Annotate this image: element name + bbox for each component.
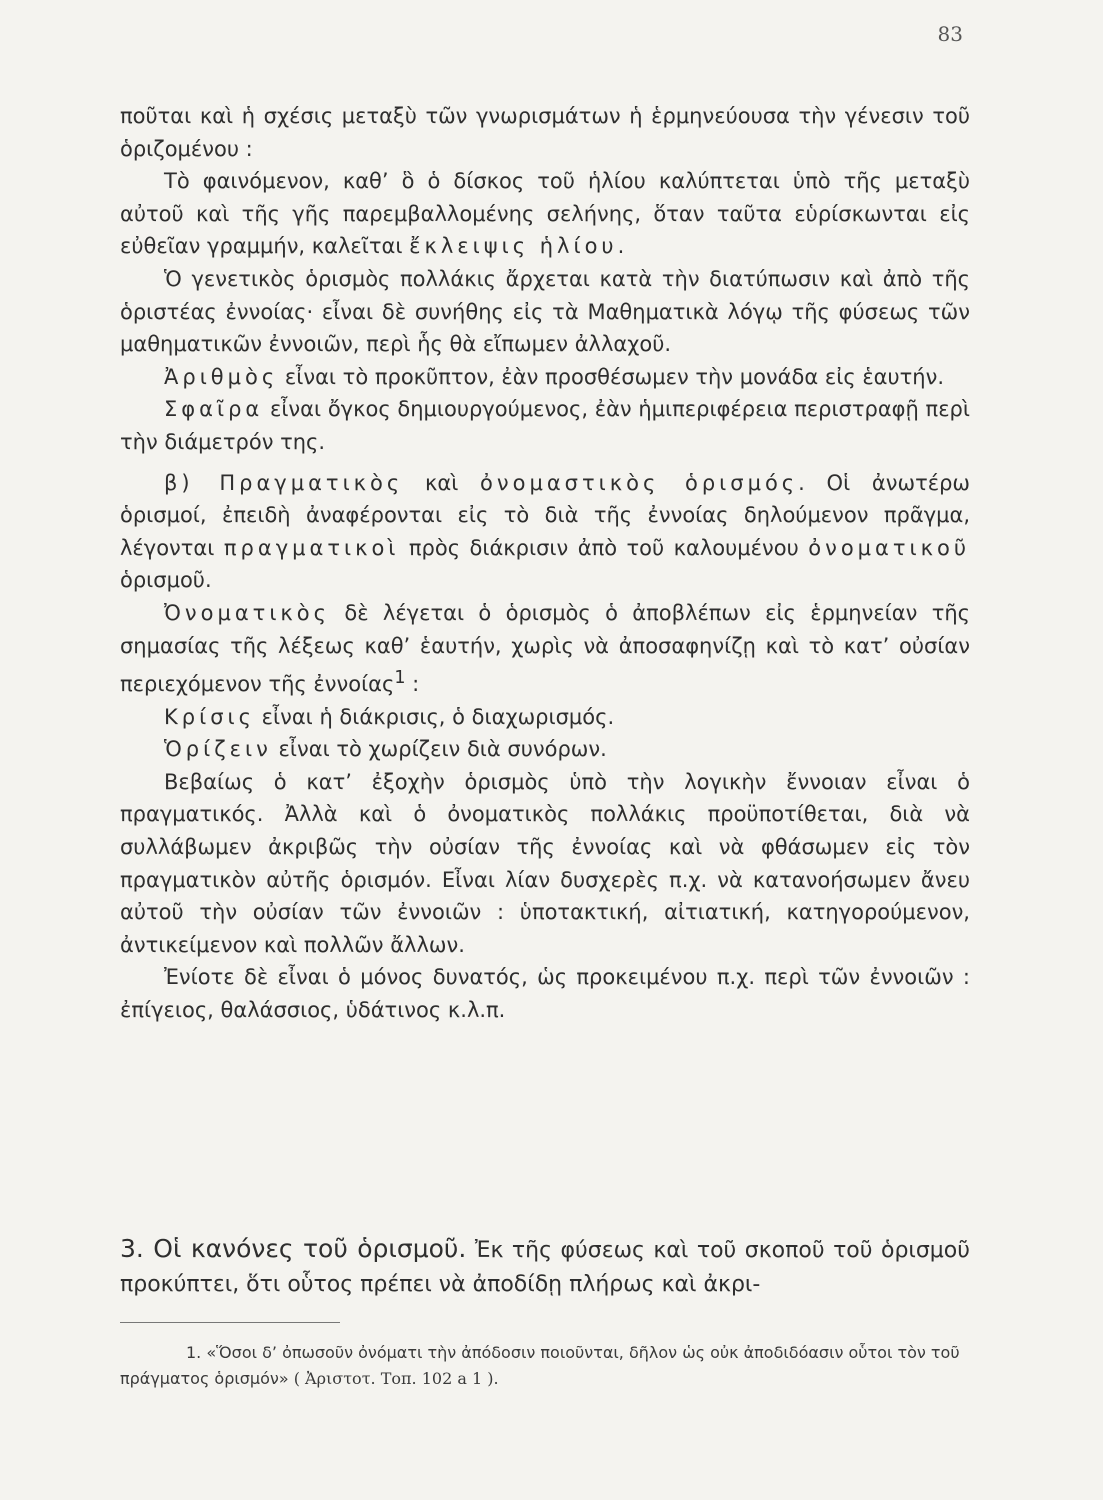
footnote-number: 1. [186,1343,202,1362]
paragraph [120,361,970,394]
paragraph [120,733,970,766]
defined-term: Σφαῖρα [164,397,264,422]
punctuation: : [405,672,420,697]
defined-term: ἔκλειψις ἡλίου [409,234,618,259]
paragraph-text: εἶναι τὸ προκῦπτον, ἐὰν προσθέσωμεν τὴν μονάδα εἰς ἑαυτήν. [284,364,945,389]
paragraph: Ἐνίοτε δὲ εἶναι ὁ μόνος δυνατός, ὡς προκειμένου π.χ. περὶ τῶν ἐννοιῶν : ἐπίγειος, θαλάσσιος, ὑδάτινος κ.λ.π. [120,965,970,1023]
defined-term: ὀνοματικοῦ [808,535,970,560]
defined-term: Ὁρίζειν [164,737,272,762]
defined-term: Κρίσις [164,704,255,729]
paragraph-text: καὶ [424,470,459,495]
section-heading [120,1232,970,1302]
paragraph-text: πρὸς διάκρισιν ἀπὸ τοῦ καλουμένου [408,535,799,560]
section-title: 3. Οἱ κανόνες τοῦ ὁρισμοῦ. [120,1234,467,1263]
paragraph-text: εἶναι ἡ διάκρισις, ὁ διαχωρισμός. [261,704,615,729]
paragraph [120,701,970,734]
paragraph: Ὁ γενετικὸς ὁρισμὸς πολλάκις ἄρχεται κατὰ τὴν διατύπωσιν καὶ ἀπὸ τῆς ὁριστέας ἐννοίας· εἶναι δὲ συνήθης εἰς τὰ Μαθηματικὰ λόγῳ τῆς φύσεως τῶν μαθηματικῶν ἐννοιῶν, περὶ ἧς θὰ εἴπωμεν ἀλλαχοῦ. [120,266,970,357]
paragraph-text: ὁρισμοῦ. [120,568,212,593]
defined-term: Ὀνοματικὸς [164,600,330,625]
paragraph: Βεβαίως ὁ κατ’ ἐξοχὴν ὁρισμὸς ὑπὸ τὴν λογικὴν ἔννοιαν εἶναι ὁ πραγματικός. Ἀλλὰ καὶ ὁ ὀνοματικὸς πολλάκις προϋποτίθεται, διὰ νὰ συλλάβωμεν ἀκριβῶς τὴν οὐσίαν τῆς ἐννοίας καὶ νὰ φθάσωμεν εἰς τὸν πραγματικὸν αὐτῆς ὁρισμόν. Εἶναι λίαν δυσχερὲς π.χ. νὰ κατανοήσωμεν ἄνευ αὐτοῦ τὴν οὐσίαν τῶν ἐννοιῶν : ὑποτακτική, αἰτιατική, κατηγορούμενον, ἀντικείμενον καὶ πολλῶν ἄλλων. [120,769,970,957]
paragraph-text: δὲ λέγεται ὁ ὁρισμὸς ὁ ἀποβλέπων εἰς ἑρμηνείαν τῆς σημασίας τῆς λέξεως καθ’ ἑαυτήν, χωρὶς νὰ ἀποσαφηνίζῃ καὶ τὸ κατ’ οὐσίαν περιεχόμενον τῆς ἐννοίας [120,600,970,697]
paragraph: ποῦται καὶ ἡ σχέσις μεταξὺ τῶν γνωρισμάτων ἡ ἑρμηνεύουσα τὴν γένεσιν τοῦ ὁριζομένου : [120,104,970,161]
page-number: 83 [937,22,963,46]
paragraph [120,597,970,701]
footnote [120,1340,980,1392]
footnote-marker: 1 [394,668,406,689]
punctuation: . [617,234,625,259]
paragraph [120,393,970,458]
defined-term: Ἀριθμὸς [164,364,279,389]
footnote-divider [120,1322,340,1323]
subsection-title: ὀνομαστικὸς ὁρισμός [480,470,799,495]
paragraph-text: Τὸ φαινόμενον, καθ’ ὃ ὁ δίσκος τοῦ ἡλίου καλύπτεται ὑπὸ τῆς μεταξὺ αὐτοῦ καὶ τῆς γῆς παρεμβαλλομένης σελήνης, ὅταν ταῦτα εὑρίσκωνται εἰς εὐθεῖαν γραμμήν, καλεῖται [120,169,970,259]
paragraph-text: εἶναι τὸ χωρίζειν διὰ συνόρων. [278,737,607,762]
paragraph [120,165,970,263]
body-text [120,100,970,1027]
subsection-title: β) Πραγματικὸς [164,470,404,495]
section-text: Ἐκ τῆς φύσεως καὶ τοῦ σκοποῦ τοῦ ὁρισμοῦ προκύπτει, ὅτι οὗτος πρέπει νὰ ἀποδίδῃ πλήρως καὶ ἀκρι- [120,1238,970,1297]
footnote-reference: ( Ἀριστοτ. Τοπ. 102 a 1 ). [293,1369,499,1388]
defined-term: πραγματικοὶ [223,535,400,560]
paragraph-text: εἶναι ὄγκος δημιουργούμενος, ἐὰν ἡμιπεριφέρεια περιστραφῇ περὶ τὴν διάμετρόν της. [120,397,970,454]
paragraph-text: . Οἱ ἀνωτέρω ὁρισμοί, ἐπειδὴ ἀναφέρονται εἰς τὸ διὰ τῆς ἐννοίας δηλούμενον πρᾶγμα, λέγονται [120,470,970,560]
footnote-quote: «Ὅσοι δ’ ὀπωσοῦν ὀνόματι τὴν ἀπόδοσιν ποιοῦνται, δῆλον ὡς οὐκ ἀποδιδόασιν οὗτοι τὸν τοῦ πράγματος ὁρισμόν» [120,1343,960,1388]
paragraph [120,467,970,597]
